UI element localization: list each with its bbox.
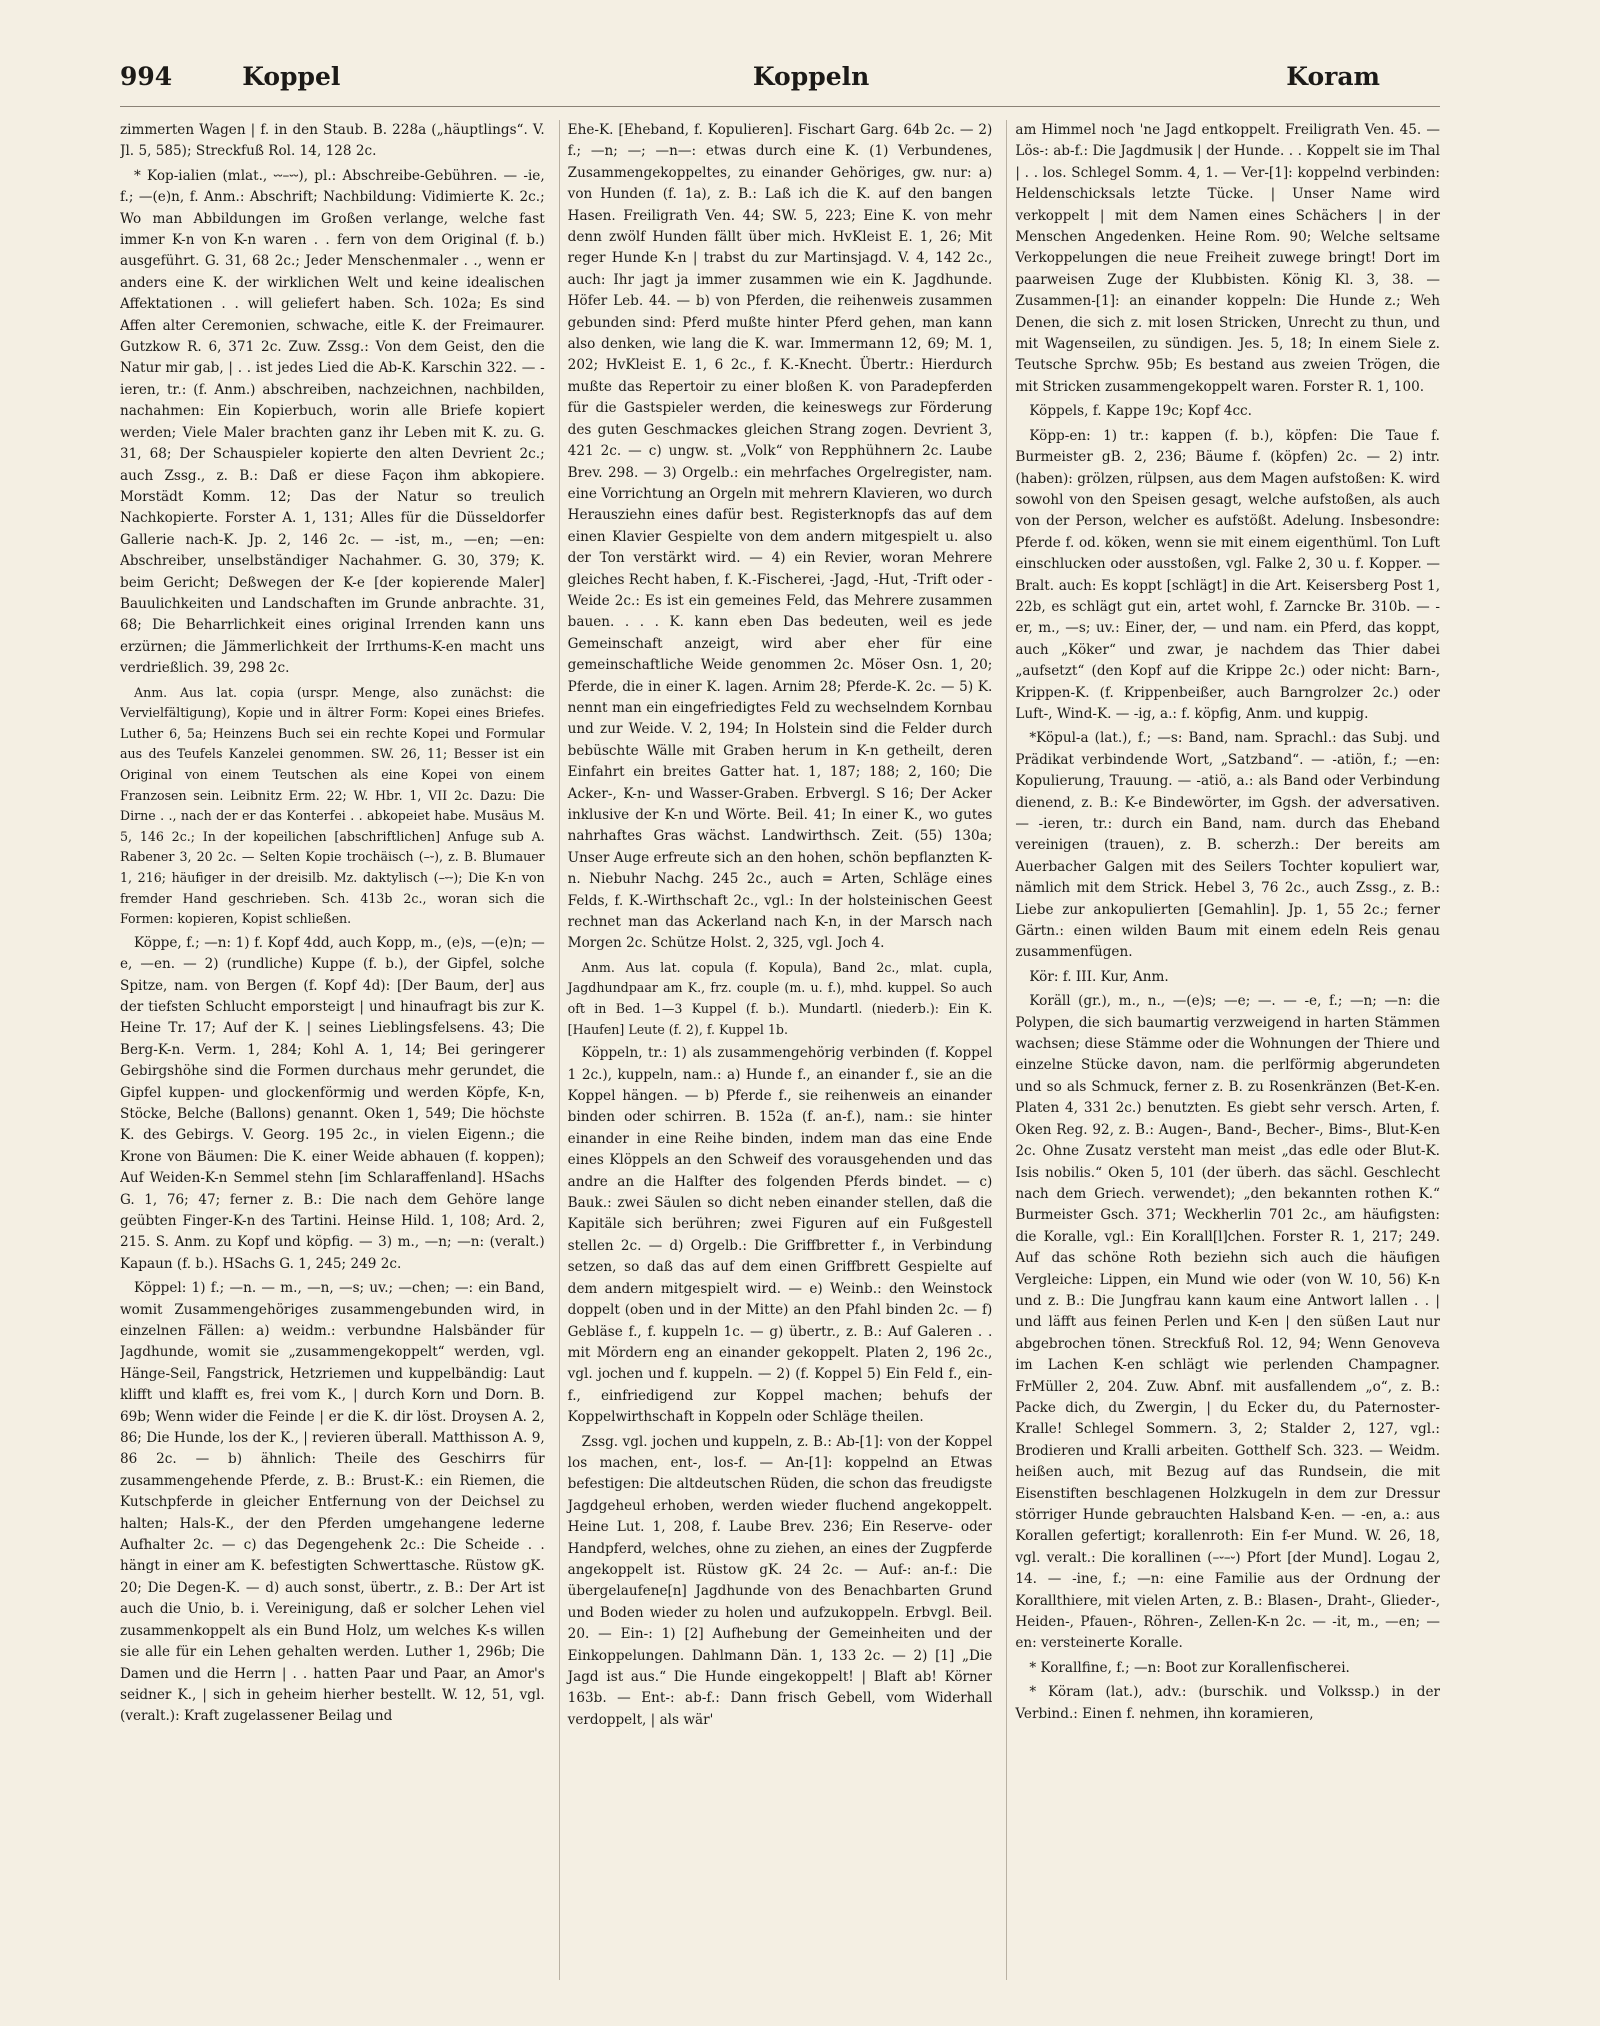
dictionary-entry: Köppels, f. Kappe 19c; Kopf 4cc. xyxy=(1029,403,1252,420)
dictionary-entry: Köppe, f.; —n: 1) f. Kopf 4dd, auch Kopp, m., (e)s, —(e)n; —e, —en. — 2) (rundliche) Kuppe (f. b.), der Gipfel, solche Spitze, nam. von Bergen (f. Kopf 4d): [Der Baum, der] aus der tiefsten Schlucht emporsteigt | und hinaufragt bis zur K. Heine Tr. 17; Auf der K. | seines Lieblingsfelsens. 43; Die Berg-K-n. Verm. 1, 284; Kohl A. 1, 14; Bei geringerer Gebirgshöhe sind die Formen durchaus mehr gerundet, die Gipfel kuppen- und glockenförmig und werden Köpfe, K-n, Stöcke, Belche (Ballons) genannt. Oken 1, 549; Die höchste K. des Gebirgs. V. Georg. 195 2c., in vielen Eigenn.; die Krone von Bäumen: Die K. einer Weide abhauen (f. koppen); Auf Weiden-K-n Semmel stehn [im Schlaraffenland]. HSachs G. 1, 76; 47; ferner z. B.: Die nach dem Gehöre lange geübten Finger-K-n des Tartini. Heinse Hild. 1, 108; Ard. 2, 215. S. Anm. zu Kopf und köpfig. — 3) m., —n; —n: (veralt.) Kapaun (f. b.). HSachs G. 1, 245; 249 2c. xyxy=(120,934,545,1272)
column-middle xyxy=(559,120,993,1980)
dictionary-entry: Zssg. vgl. jochen und kuppeln, z. B.: Ab-[1]: von der Koppel los machen, ent-, los-f. — An-[1]: koppelnd an Etwas befestigen: Die altdeutschen Rüden, die schon das freudigste Jagdgeheul erhoben, werden wieder fluchend angekoppelt. Heine Lut. 1, 208, f. Laube Brev. 236; Ein Reserve- oder Handpferd, welches, ohne zu ziehen, an eines der Zugpferde angekoppelt ist. Rüstow gK. 24 2c. — Auf-: an-f.: Die übergelaufene[n] Jagdhunde von des Benachbarten Grund und Boden wieder zu holen und aufzukoppeln. Erbvgl. Beil. 20. — Ein-: 1) [2] Aufhebung der Gemeinheiten und der Einkoppelungen. Dahlmann Dän. 1, 133 2c. — 2) [1] „Die Jagd ist aus.“ Die Hunde eingekoppelt! | Blaft ab! Körner 163b. — Ent-: ab-f.: Dann frisch Gebell, vom Widerhall verdoppelt, | als wär' xyxy=(567,1433,993,1728)
dictionary-entry: zimmerten Wagen | f. in den Staub. B. 228a („häuptlings“. V. Jl. 5, 585); Streckfuß Rol. 14, 128 2c. xyxy=(120,122,545,160)
dictionary-entry: am Himmel noch 'ne Jagd entkoppelt. Freiligrath Ven. 45. — Lös-: ab-f.: Die Jagdmusik | der Hunde. . . Koppelt sie im Thal | . . los. Schlegel Somm. 4, 1. — Ver-[1]: koppelnd verbinden: Heldenschicksals letzte Tücke. | Unser Name wird verkoppelt | mit dem Namen eines Schächers | in der Menschen Angedenken. Heine Rom. 90; Welche seltsame Verkoppelungen die neue Freiheit zuwege bringt! Dort im paarweisen Zuge der Klubbisten. König Kl. 3, 38. — Zusammen-[1]: an einander koppeln: Die Hunde z.; Weh Denen, die sich z. mit losen Stricken, Unrecht zu thun, und mit Wagenseilen, zu sündigen. Jes. 5, 18; In einem Siele z. Teutsche Sprchw. 95b; Es bestand aus zweien Trögen, die mit Stricken zusammengekoppelt waren. Forster R. 1, 100. xyxy=(1015,122,1441,395)
annotation-paragraph: Anm. Aus lat. copia (urspr. Menge, also zunächst: die Vervielfältigung), Kopie und in ältrer Form: Kopei eines Briefes. Luther 6, 5a; Heinzens Buch sei ein rechte Kopei und Formular aus des Teufels Kanzelei genommen. SW. 26, 11; Besser ist ein Original von einem Teutschen als eine Kopei von einem Franzosen sein. Leibnitz Erm. 22; W. Hbr. 1, VII 2c. Dazu: Die Dirne . ., nach der er das Konterfei . . abkopeiet habe. Musäus M. 5, 146 2c.; In der kopeilichen [abschriftlichen] Anfuge sub A. Rabener 3, 20 2c. — Selten Kopie trochäisch (–⏑), z. B. Blumauer 1, 216; häufiger in der dreisilb. Mz. daktylisch (–⏑⏑); Die K-n von fremder Hand geschrieben. Sch. 413b 2c., woran sich die Formen: kopieren, Kopist schließen. xyxy=(120,684,545,927)
text-columns xyxy=(120,120,1440,1980)
dictionary-entry: * Korallfine, f.; —n: Boot zur Korallenfischerei. xyxy=(1029,1659,1350,1676)
column-right xyxy=(1006,120,1440,1980)
page-header xyxy=(120,62,1440,107)
column-left xyxy=(120,120,545,1980)
dictionary-entry: Köppeln, tr.: 1) als zusammengehörig verbinden (f. Koppel 1 2c.), kuppeln, nam.: a) Hunde f., an einander f., sie an die Koppel hängen. — b) Pferde f., sie reihenweis an einander binden oder schirren. B. 152a (f. an-f.), nam.: sie hinter einander in eine Reihe binden, indem man das eine Ende eines Klöppels an den Schweif des vorausgehenden und das andre an die Halfter des folgenden Pferds bindet. — c) Bauk.: zwei Säulen so dicht neben einander stellen, daß die Kapitäle sich berühren; zwei Figuren auf ein Fußgestell stellen 2c. — d) Orgelb.: Die Griffbretter f., in Verbindung setzen, so daß das auf dem einen Griffbrett Gespielte auf dem andern mitgespielt wird. — e) Weinb.: den Weinstock doppelt (oben und in der Mitte) an den Pfahl binden 2c. — f) Gebläse f., f. kuppeln 1c. — g) übertr., z. B.: Auf Galeren . . mit Mördern eng an einander gekoppelt. Platen 2, 196 2c., vgl. jochen und f. kuppeln. — 2) (f. Koppel 5) Ein Feld f., ein-f., einfriedigend zur Koppel machen; behufs der Koppelwirthschaft in Koppeln oder Schläge theilen. xyxy=(567,1045,993,1426)
dictionary-entry: Ehe-K. [Eheband, f. Kopulieren]. Fischart Garg. 64b 2c. — 2) f.; —n; —; —n—: etwas durch eine K. (1) Verbundenes, Zusammengekoppeltes, zu einander Gehöriges, gw. nur: a) von Hunden (f. 1a), z. B.: Laß ich die K. auf den bangen Hasen. Freiligrath Ven. 44; SW. 5, 223; Eine K. von mehr denn zwölf Hunden fällt über mich. HvKleist E. 1, 26; Mit reger Hunde K-n | trabst du zur Martinsjagd. V. 4, 142 2c., auch: Ihr jagt ja immer zusammen wie ein K. Jagdhunde. Höfer Leb. 44. — b) von Pferden, die reihenweis zusammen gebunden sind: Pferd mußte hinter Pferd gehen, man kann also denken, wie lang die K. war. Immermann 12, 69; M. 1, 202; HvKleist E. 1, 6 2c., f. K.-Knecht. Übertr.: Hierdurch mußte das Repertoir zu einer bloßen K. von Paradepferden für die Gastspieler werden, die keineswegs zur Förderung des guten Geschmackes gleichen Strang zogen. Devrient 3, 421 2c. — c) ungw. st. „Volk“ von Repphühnern 2c. Laube Brev. 298. — 3) Orgelb.: ein mehrfaches Orgelregister, nam. eine Vorrichtung an Orgeln mit mehrern Klavieren, wo durch Herausziehn eines dafür best. Registerknopfs das auf dem einen Klavier Gespielte von dem andern mitgespielt u. also der Ton verstärkt wird. — 4) ein Revier, woran Mehrere gleiches Recht haben, f. K.-Fischerei, -Jagd, -Hut, -Trift oder -Weide 2c.: Es ist ein gemeines Feld, das Mehrere zusammen bauen. . . . K. kann eben Das bedeuten, weil es jede Gemeinschaft anzeigt, wird aber eher für eine gemeinschaftliche Weide genommen 2c. Möser Osn. 1, 20; Pferde, die in einer K. lagen. Arnim 28; Pferde-K. 2c. — 5) K. nennt man ein eingefriedigtes Feld zu wechselndem Kornbau und zur Weide. V. 2, 194; In Holstein sind die Felder durch bebüschte Wälle mit Graben herum in K-n getheilt, deren Einfahrt ein breites Gatter hat. 1, 187; 188; 2, 160; Die Acker-, K-n- und Wasser-Graben. Erbvergl. S 16; Der Acker inklusive der K-n und Wörte. Beil. 41; In einer K., wo gutes nahrhaftes Gras wächst. Landwirthsch. Zeit. (55) 130a; Unser Auge erfreute sich an den hohen, schön bepflanzten K-n. Niebuhr Nachg. 245 2c., auch = Arten, Schläge eines Felds, f. K.-Wirthschaft 2c., vgl.: In der holsteinischen Geest rechnet man das Ackerland nach K-n, in der Marsch nach Morgen 2c. Schütze Holst. 2, 325, vgl. Joch 4. xyxy=(567,122,993,952)
annotation-paragraph: Anm. Aus lat. copula (f. Kopula), Band 2c., mlat. cupla, Jagdhundpaar am K., frz. couple (m. u. f.), mhd. kuppel. So auch oft in Bed. 1—3 Kuppel (f. b.). Mundartl. (niederb.): Ein K. [Haufen] Leute (f. 2), f. Kuppel 1b. xyxy=(567,959,993,1037)
dictionary-entry: Köppel: 1) f.; —n. — m., —n, —s; uv.; —chen; —: ein Band, womit Zusammengehöriges zusammengebunden wird, in einzelnen Fällen: a) weidm.: verbundne Halsbänder für Jagdhunde, womit sie „zusammengekoppelt“ werden, vgl. Hänge-Seil, Fangstrick, Hetzriemen und kuppelbändig: Laut klifft und klafft es, frei vom K., | durch Korn und Dorn. B. 69b; Wenn wider die Feinde | er die K. dir löst. Droysen A. 2, 86; Die Hunde, los der K., | revieren überall. Matthisson A. 9, 86 2c. — b) ähnlich: Theile des Geschirrs für zusammengehende Pferde, z. B.: Brust-K.: ein Riemen, die Kutschpferde in gleicher Entfernung von der Deichsel zu halten; Hals-K., der den Pferden umgehangene lederne Aufhalter 2c. — c) das Degengehenk 2c.: Die Scheide . . hängt in einer am K. befestigten Schwerttasche. Rüstow gK. 20; Die Degen-K. — d) auch sonst, übertr., z. B.: Der Art ist auch die Unio, b. i. Vereinigung, daß er solcher Lehen viel zusammenkoppelt als ein Bund Holz, um welches K-s willen sie alle für ein Lehen gehalten werden. Luther 1, 296b; Die Damen und die Herrn | . . hatten Paar und Paar, an Amor's seidner K., | sich in geheim hierher bestellt. W. 12, 51, vgl. (veralt.): Kraft zugelassener Beilag und xyxy=(120,1280,545,1725)
dictionary-entry: *Köpul-a (lat.), f.; —s: Band, nam. Sprachl.: das Subj. und Prädikat verbindende Wort, „Satzband“. — -atiön, f.; —en: Kopulierung, Trauung. — -atiö, a.: als Band oder Verbindung dienend, z. B.: K-e Bindewörter, im Ggsh. der adversativen. — -ieren, tr.: durch ein Band, nam. durch das Eheband vereinigen (trauen), z. B. scherzh.: Der bereits am Auerbacher Galgen mit des Seilers Tochter kopuliert war, nämlich mit dem Strick. Hebel 3, 76 2c., auch Zssg., z. B.: Liebe zur ankopulierten [Gemahlin]. Jp. 1, 55 2c.; ferner Gärtn.: einen wilden Baum mit einem edeln Reis genau zusammenfügen. xyxy=(1015,730,1441,961)
dictionary-entry: * Köram (lat.), adv.: (burschik. und Volkssp.) in der Verbind.: Einen f. nehmen, ihn koramieren, xyxy=(1015,1684,1441,1722)
running-head-right: Koram xyxy=(1286,62,1380,91)
running-head-left: Koppel xyxy=(242,62,341,91)
dictionary-entry: Köpp-en: 1) tr.: kappen (f. b.), köpfen: Die Taue f. Burmeister gB. 2, 236; Bäume f. (köpfen) 2c. — 2) intr. (haben): grölzen, rülpsen, aus dem Magen aufstoßen: K. wird sowohl von den Speisen gesagt, welche aufstoßen, als auch von der Person, welcher es aufstößt. Adelung. Insbesondre: Pferde f. od. köken, wenn sie mit einem eigenthüml. Ton Luft einschlucken oder ausstoßen, vgl. Falke 2, 30 u. f. Kopper. — Bralt. auch: Es koppt [schlägt] in die Art. Keisersberg Post 1, 22b, es schlägt gut ein, artet wohl, f. Zarncke Br. 310b. — -er, m., —s; uv.: Einer, der, — und nam. ein Pferd, das koppt, auch „Köker“ und zwar, je nachdem das Thier dabei „aufsetzt“ (den Kopf auf die Krippe 2c.) oder nicht: Barn-, Krippen-K. (f. Krippenbeißer, auch Barngrolzer 2c.) oder Luft-, Wind-K. — -ig, a.: f. köpfig, Anm. und kuppig. xyxy=(1015,427,1441,722)
running-head-center: Koppeln xyxy=(752,62,870,91)
dictionary-entry: Koräll (gr.), m., n., —(e)s; —e; —. — -e, f.; —n; —n: die Polypen, die sich baumartig verzweigend in harten Stämmen wachsen; diese Stämme oder die Wohnungen der Thiere und einzelne Stücke davon, nam. die perlförmig abgerundeten und so als Schmuck, ferner z. B. zu Rosenkränzen (Bet-K-en. Platen 4, 331 2c.) benutzten. Es giebt sehr versch. Arten, f. Oken Reg. 92, z. B.: Augen-, Band-, Becher-, Bims-, Blut-K-en 2c. Ohne Zusatz versteht man meist „das edle oder Blut-K. Isis nobilis.“ Oken 5, 101 (der überh. das sächl. Geschlecht nach dem Griech. verwendet); „den bekannten rothen K.“ Burmeister Gsch. 371; Weckherlin 701 2c., am häufigsten: die Koralle, vgl.: Ein Korall[l]chen. Forster R. 1, 217; 249. Auf das schöne Roth beziehn sich auch die häufigen Vergleiche: Lippen, ein Mund wie oder (von W. 10, 56) K-n und z. B.: Die Jungfrau kann kaum eine Antwort lallen . . | und läfft aus feinen Perlen und K-en | den süßen Laut nur abgebrochen tönen. Streckfuß Rol. 12, 94; Wenn Genoveva im Lachen K-en schlägt wie perlenden Champagner. FrMüller 2, 204. Zuw. Abnf. mit ausfallendem „o“, z. B.: Packe dich, du Zwergin, | du Ecker du, du Paternoster-Kralle! Schlegel Sommern. 3, 2; Stalder 2, 127, vgl.: Brodieren und Kralli arbeiten. Gotthelf Sch. 323. — Weidm. heißen auch, mit Bezug auf das Rundsein, die mit Eisenstiften beschlagenen Holzkugeln in dem zur Dressur störriger Hunde gebrauchten Halsband K-en. — -en, a.: aus Korallen gefertigt; korallenroth: Ein f-er Mund. W. 26, 18, vgl. veralt.: Die korallinen (–⏑–⏑) Pfort [der Mund]. Logau 2, 14. — -ine, f.; —n: eine Familie aus der Ordnung der Korallthiere, mit vielen Arten, z. B.: Blasen-, Draht-, Glieder-, Heiden-, Pfauen-, Röhren-, Zellen-K-n 2c. — -it, m., —en; —en: versteinerte Koralle. xyxy=(1015,993,1441,1652)
page-number: 994 xyxy=(120,62,173,91)
dictionary-entry: * Kop-ialien (mlat., ⏑⏑–⏑⏑), pl.: Abschreibe-Gebühren. — -ie, f.; —(e)n, f. Anm.: Abschrift; Nachbildung: Vidimierte K. 2c.; Wo man Abbildungen im Großen verlange, welche fast immer K-n von K-n waren . . fern von dem Original (f. b.) ausgeführt. G. 31, 68 2c.; Jeder Menschenmaler . ., wenn er anders eine K. der wirklichen Welt und keine idealischen Affektationen . . will geliefert haben. Sch. 102a; Es sind Affen alter Ceremonien, schwache, eitle K. der Freimaurer. Gutzkow R. 6, 371 2c. Zuw. Zssg.: Von dem Geist, den die Natur mir gab, | . . ist jedes Lied die Ab-K. Karschin 322. — -ieren, tr.: (f. Anm.) abschreiben, nachzeichnen, nachbilden, nachahmen: Ein Kopierbuch, worin alle Briefe kopiert werden; Viele Maler brachten ganz ihr Leben mit K. zu. G. 31, 68; Der Schauspieler kopierte den alten Devrient 2c.; auch Zssg., z. B.: Daß er diese Façon ihm abkopiere. Morstädt Komm. 12; Das der Natur so treulich Nachkopierte. Forster A. 1, 131; Alles für die Düsseldorfer Gallerie nach-K. Jp. 2, 146 2c. — -ist, m., —en; —en: Abschreiber, unselbständiger Nachahmer. G. 30, 379; K. beim Gericht; Deßwegen der K-e [der kopierende Maler] Bauulichkeiten und Landschaften im Grunde anbrachte. 31, 68; Die Beharrlichkeit eines original Irrenden kann uns erzürnen; die Jämmerlichkeit der Irrthums-K-en macht uns verdrießlich. 39, 298 2c. xyxy=(120,167,545,677)
dictionary-entry: Kör: f. III. Kur, Anm. xyxy=(1029,968,1169,985)
